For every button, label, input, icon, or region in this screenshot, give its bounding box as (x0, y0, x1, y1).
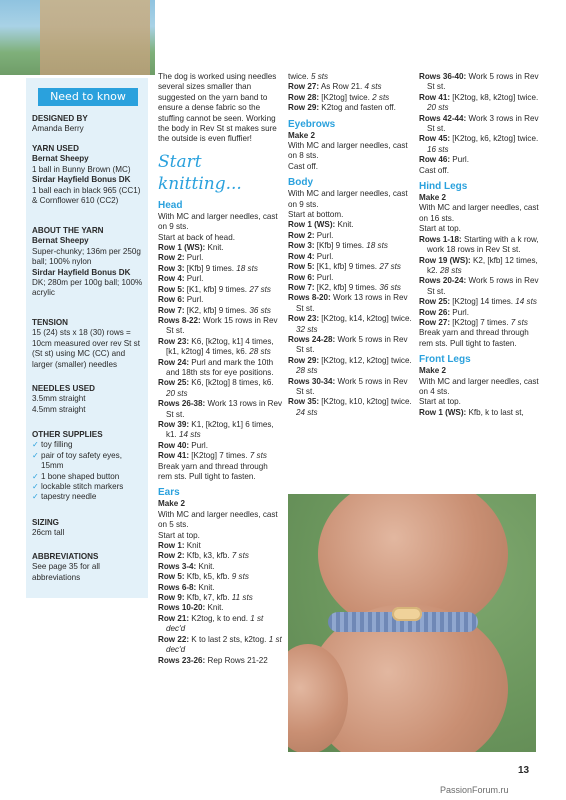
instruction-line: Start at top. (419, 397, 461, 407)
designed-by-heading: DESIGNED BY (32, 114, 88, 123)
pattern-row (288, 397, 412, 418)
needle-line: 4.5mm straight (32, 404, 86, 414)
tension-text: 15 (24) sts x 18 (30) rows = 10cm measured over rev St st (St st) using MC (CC) and larger (smaller) needles (32, 328, 140, 369)
pattern-row (419, 318, 543, 328)
pattern-row (419, 93, 543, 114)
row-text: Work 13 rows in Rev St st. (296, 293, 408, 313)
instruction-line: Start at top. (158, 530, 200, 540)
row-text: K1, [k2tog, k1] 6 times, k1. (166, 419, 274, 440)
make-count: Make 2 (158, 499, 185, 509)
row-text: Starting with a k row, work 18 rows in Rev St st. (427, 234, 539, 255)
pattern-row (288, 273, 412, 283)
row-text: [K2, kfb] 9 times. (314, 282, 380, 292)
pattern-row (419, 114, 543, 135)
column-2 (288, 72, 412, 418)
pattern-row (158, 295, 282, 305)
sizing-heading: SIZING (32, 518, 59, 527)
stitch-count: 5 sts (310, 72, 329, 81)
yarn-line: 1 ball each in black 965 (CC1) & Cornflower 610 (CC2) (32, 185, 141, 206)
sidebar-title: Need to know (38, 88, 138, 106)
row-label: Rows 8-20: (288, 293, 331, 303)
row-label: Rows 42-44: (419, 113, 467, 123)
row-text: [Kfb] 9 times. (184, 263, 237, 273)
stitch-count: 36 sts (249, 305, 271, 315)
pattern-row (288, 335, 412, 356)
pattern-row (288, 220, 412, 230)
row-label: Row 25: (419, 297, 451, 307)
make-count: Make 2 (288, 130, 315, 140)
instruction-line: With MC and larger needles, cast on 5 sts. (158, 509, 278, 530)
row-label: Row 35: (288, 397, 320, 407)
row-text: K2tog and fasten off. (319, 103, 396, 113)
instruction-line: Cast off. (419, 165, 449, 175)
head-rows (158, 243, 282, 462)
row-text: [K1, kfb] 9 times. (184, 284, 250, 294)
row-text: Work 5 rows in Rev St st. (296, 376, 408, 396)
row-text: [Kfb] 9 times. (314, 241, 367, 251)
pattern-row (419, 235, 543, 256)
body-continued-rows (419, 72, 543, 166)
stitch-count: 20 sts (427, 103, 449, 113)
row-label: Row 41: (158, 451, 190, 461)
pattern-row (288, 72, 412, 82)
row-text: Purl. (184, 253, 204, 263)
instruction-line: With MC and larger needles, cast on 8 sts. (288, 141, 408, 161)
pattern-row (158, 635, 282, 656)
pattern-row (419, 308, 543, 318)
column-1 (158, 72, 282, 666)
stitch-count: 18 sts (236, 263, 258, 273)
row-text: Work 5 rows in Rev St st. (296, 334, 408, 355)
pattern-row (158, 451, 282, 461)
row-label: Row 27: (419, 317, 451, 327)
pattern-row (288, 293, 412, 314)
row-label: Row 7: (158, 305, 185, 315)
yarn-brand: Bernat Sheepy (32, 236, 89, 246)
site-watermark: PassionForum.ru (440, 785, 509, 795)
photo-wood-patch (40, 0, 150, 75)
supply-text: tapestry needle (41, 492, 97, 502)
yarn-line: 1 ball in Bunny Brown (MC) (32, 164, 131, 174)
pattern-row (288, 103, 412, 113)
stitch-count: 28 sts (296, 366, 318, 376)
instruction-line: Start at bottom. (288, 210, 344, 220)
pattern-row (158, 656, 282, 666)
row-label: Rows 10-20: (158, 603, 206, 613)
row-label: Row 4: (288, 251, 315, 261)
row-text: Purl. (184, 295, 204, 305)
column-3 (419, 72, 543, 418)
row-label: Rows 26-38: (158, 399, 206, 409)
row-label: Row 45: (419, 134, 451, 144)
row-text: [K2tog] 14 times. (450, 297, 516, 307)
row-label: Row 3: (158, 263, 185, 273)
supply-text: lockable stitch markers (41, 482, 124, 492)
need-to-know-sidebar (26, 78, 148, 598)
supply-item (32, 472, 146, 482)
check-icon: ✓ (32, 440, 39, 450)
body-rows (288, 220, 412, 418)
check-icon: ✓ (32, 482, 39, 492)
stitch-count: 14 sts (515, 297, 537, 307)
pattern-row (288, 377, 412, 398)
pattern-row (288, 231, 412, 241)
row-label: Row 1 (WS): (158, 243, 206, 253)
row-label: Row 29: (288, 355, 320, 365)
instruction-line: With MC and larger needles, cast on 4 sts. (419, 376, 539, 396)
bone-button-icon (392, 607, 422, 621)
row-text: K2tog, k to end. (189, 613, 251, 623)
row-label: Row 21: (158, 613, 190, 623)
section-heading-front-legs: Front Legs (419, 354, 471, 366)
supply-text: pair of toy safety eyes, 15mm (41, 450, 122, 471)
row-label: Row 1: (158, 541, 185, 551)
pattern-row (288, 262, 412, 272)
row-text: [K2tog, k8, k2tog] twice. (450, 92, 539, 102)
supply-text: 1 bone shaped button (41, 471, 120, 481)
instruction-line: Start at top. (419, 224, 461, 234)
row-text: K6, [k2tog, k1] 4 times, [k1, k2tog] 4 times, k6. (166, 336, 274, 357)
row-text: Rep Rows 21-22 (205, 655, 268, 665)
pattern-row (158, 551, 282, 561)
instruction-line: Break yarn and thread through rem sts. Pull tight to fasten. (158, 461, 268, 481)
stitch-count: 4 sts (364, 82, 382, 92)
row-label: Rows 24-28: (288, 334, 336, 344)
abbreviations-text: See page 35 for all abbreviations (32, 562, 100, 582)
row-label: Row 9: (158, 593, 185, 603)
pattern-row (419, 256, 543, 277)
stitch-count: 7 sts (249, 451, 267, 461)
ears-continued-rows (288, 72, 412, 114)
row-label: Row 7: (288, 282, 315, 292)
row-text: Work 13 rows in Rev St st. (166, 399, 282, 419)
page-number: 13 (518, 765, 530, 776)
stitch-count: 28 sts (249, 347, 271, 357)
row-text: Knit. (205, 243, 224, 253)
row-text: [K2tog, k14, k2tog] twice. (319, 314, 412, 324)
stitch-count: 27 sts (249, 284, 271, 294)
row-label: Row 24: (158, 357, 190, 367)
tension-heading: TENSION (32, 318, 68, 327)
yarn-brand: Sirdar Hayfield Bonus DK (32, 267, 131, 277)
about-yarn-heading: ABOUT THE YARN (32, 226, 104, 235)
yarn-used-heading: YARN USED (32, 144, 79, 153)
row-text: K to last 2 sts, k2tog. (189, 634, 269, 644)
pattern-row (158, 264, 282, 274)
row-label: Row 5: (288, 262, 315, 272)
row-label: Rows 36-40: (419, 72, 467, 81)
row-text: [K2, kfb] 9 times. (184, 305, 250, 315)
row-text: Knit. (196, 582, 215, 592)
pattern-row (158, 614, 282, 635)
pattern-row (158, 441, 282, 451)
instruction-line: Start at back of head. (158, 232, 235, 242)
row-text: Knit. (196, 561, 215, 571)
stitch-count: 27 sts (379, 262, 401, 272)
row-text: Work 5 rows in Rev St st. (427, 72, 539, 92)
row-text: [K2tog, k6, k2tog] twice. (450, 134, 539, 144)
row-text: Work 15 rows in Rev St st. (166, 315, 278, 336)
section-heading-ears: Ears (158, 487, 180, 499)
pattern-row (158, 358, 282, 379)
row-label: Rows 1-18: (419, 234, 462, 244)
pattern-row (288, 93, 412, 103)
make-count: Make 2 (419, 193, 446, 203)
row-label: Row 29: (288, 103, 320, 113)
row-label: Row 27: (288, 82, 320, 92)
pattern-row (158, 593, 282, 603)
row-text: [K2tog, k12, k2tog] twice. (319, 355, 412, 365)
row-label: Row 6: (288, 272, 315, 282)
check-icon: ✓ (32, 471, 39, 481)
other-supplies-heading: OTHER SUPPLIES (32, 430, 103, 439)
stitch-count: 1 st dec'd (166, 613, 264, 634)
row-label: Row 39: (158, 419, 190, 429)
row-label: Row 22: (158, 634, 190, 644)
row-label: Row 41: (419, 92, 451, 102)
row-label: Row 1 (WS): (419, 407, 467, 417)
row-text: Kfb, k5, kfb. (184, 572, 232, 582)
supply-item (32, 451, 146, 472)
row-text: Knit. (205, 603, 224, 613)
supply-item (32, 482, 146, 492)
row-label: Rows 30-34: (288, 376, 336, 386)
row-text: K6, [k2tog] 8 times, k6. (189, 378, 274, 388)
row-text: Purl. (184, 274, 204, 284)
pattern-row (158, 285, 282, 295)
pattern-row (288, 82, 412, 92)
needle-line: 3.5mm straight (32, 394, 86, 404)
top-photo-strip (0, 0, 566, 75)
row-text: Work 3 rows in Rev St st. (427, 113, 539, 134)
yarn-line: DK; 280m per 100g ball; 100% acrylic (32, 278, 143, 298)
pattern-row (419, 155, 543, 165)
pattern-row (158, 583, 282, 593)
row-label: Rows 23-26: (158, 655, 206, 665)
check-icon: ✓ (32, 450, 39, 460)
section-heading-hind-legs: Hind Legs (419, 181, 468, 193)
pattern-row (158, 541, 282, 551)
row-text: [K2tog] 7 times. (450, 317, 511, 327)
row-text: Work 5 rows in Rev St st. (427, 276, 539, 296)
row-text: Kfb, k7, kfb. (184, 593, 232, 603)
pattern-row (158, 572, 282, 582)
pattern-row (288, 252, 412, 262)
ears-rows (158, 541, 282, 666)
row-text: [K2tog] twice. (319, 92, 373, 102)
row-text: Purl. (314, 251, 334, 261)
pattern-row (158, 420, 282, 441)
pattern-row (419, 134, 543, 155)
row-label: Row 28: (288, 92, 320, 102)
pattern-row (158, 243, 282, 253)
poodle-photo (288, 494, 536, 752)
supply-item (32, 492, 146, 502)
yarn-used (32, 144, 146, 206)
needles-used (32, 384, 146, 415)
stitch-count: 24 sts (296, 407, 318, 417)
row-label: Row 23: (158, 336, 190, 346)
row-text: Purl and mark the 10th and 18th sts for eye positions. (166, 357, 274, 377)
pattern-row (158, 306, 282, 316)
pattern-row (288, 241, 412, 251)
row-label: Rows 6-8: (158, 582, 197, 592)
pattern-row (158, 562, 282, 572)
instruction-line: With MC and larger needles, cast on 9 sts. (288, 189, 408, 209)
stitch-count: 18 sts (366, 241, 388, 251)
row-label: Row 40: (158, 440, 190, 450)
row-label: Rows 20-24: (419, 276, 467, 286)
pattern-row (419, 408, 543, 418)
instruction-line: Cast off. (288, 161, 318, 171)
row-text: Kfb, k to last st, (466, 407, 524, 417)
about-the-yarn (32, 226, 146, 299)
stitch-count: 28 sts (440, 265, 462, 275)
intro-text: The dog is worked using needles several sizes smaller than suggested on the yarn band to ensure a dense fabric so the stuffing cannot be seen. Working the body in Rev St st makes sure the outside is even fluffier! (158, 72, 277, 144)
row-label: Row 2: (158, 253, 185, 263)
stitch-count: 7 sts (510, 317, 528, 327)
stitch-count: 1 st dec'd (166, 634, 282, 655)
pattern-row (158, 316, 282, 337)
make-count: Make 2 (419, 366, 446, 376)
pattern-row (419, 276, 543, 297)
row-label: Rows 8-22: (158, 315, 201, 325)
section-heading-body: Body (288, 177, 313, 189)
row-label: Row 4: (158, 274, 185, 284)
stitch-count: 32 sts (296, 324, 318, 334)
row-text: [K2tog] 7 times. (189, 451, 250, 461)
row-label: Row 5: (158, 572, 185, 582)
pattern-row (158, 378, 282, 399)
pattern-row (419, 72, 543, 93)
pattern-row (158, 337, 282, 358)
row-label: Row 1 (WS): (288, 220, 336, 230)
instruction-line: Break yarn and thread through rem sts. Pull tight to fasten. (419, 328, 529, 348)
row-text: Knit (184, 541, 201, 551)
yarn-brand: Bernat Sheepy (32, 154, 89, 164)
section-heading-head: Head (158, 199, 183, 211)
row-label: Row 46: (419, 155, 451, 165)
stitch-count: 7 sts (231, 551, 249, 561)
needles-heading: NEEDLES USED (32, 384, 95, 393)
sizing (32, 518, 146, 539)
row-label: Row 19 (WS): (419, 255, 471, 265)
row-text: Kfb, k3, kfb. (184, 551, 232, 561)
pattern-row (158, 399, 282, 420)
row-text: Purl. (450, 155, 469, 165)
designed-by-text: Amanda Berry (32, 124, 84, 134)
tension (32, 318, 146, 370)
pattern-row (288, 314, 412, 335)
stitch-count: 36 sts (379, 282, 401, 292)
pattern-row (419, 297, 543, 307)
pattern-row (288, 283, 412, 293)
stitch-count: 11 sts (231, 593, 253, 603)
row-label: Row 2: (288, 230, 315, 240)
row-text: As Row 21. (319, 82, 365, 92)
hind-legs-rows (419, 235, 543, 329)
section-heading-eyebrows: Eyebrows (288, 118, 336, 130)
pattern-row (158, 603, 282, 613)
row-text: [K1, kfb] 9 times. (314, 262, 380, 272)
stitch-count: 2 sts (372, 92, 390, 102)
supply-text: toy filling (41, 440, 73, 450)
instruction-line: With MC and larger needles, cast on 16 sts. (419, 203, 539, 223)
row-label: Row 5: (158, 284, 185, 294)
stitch-count: 16 sts (427, 144, 449, 154)
top-white-area (155, 0, 566, 75)
other-supplies (32, 430, 146, 503)
front-legs-rows (419, 408, 543, 418)
pattern-row (288, 356, 412, 377)
row-text: twice. (288, 72, 311, 81)
row-text: [K2tog, k10, k2tog] twice. (319, 397, 412, 407)
row-text: Purl. (189, 440, 208, 450)
check-icon: ✓ (32, 492, 39, 502)
row-label: Row 6: (158, 295, 185, 305)
designed-by (32, 114, 146, 135)
row-label: Row 25: (158, 378, 190, 388)
abbreviations (32, 552, 146, 583)
sizing-text: 26cm tall (32, 528, 65, 538)
stitch-count: 14 sts (179, 430, 201, 440)
row-label: Row 26: (419, 307, 451, 317)
yarn-brand: Sirdar Hayfield Bonus DK (32, 175, 131, 185)
pattern-row (158, 253, 282, 263)
start-knitting-heading: Start knitting... (158, 151, 242, 194)
stitch-count: 9 sts (231, 572, 249, 582)
row-label: Row 2: (158, 551, 185, 561)
row-text: Knit. (335, 220, 354, 230)
stitch-count: 20 sts (166, 388, 188, 398)
row-label: Rows 3-4: (158, 561, 197, 571)
row-text: Purl. (314, 272, 334, 282)
pattern-row (158, 274, 282, 284)
instruction-line: With MC and larger needles, cast on 9 sts. (158, 211, 278, 232)
row-text: Purl. (314, 230, 334, 240)
row-label: Row 23: (288, 314, 320, 324)
yarn-line: Super-chunky; 136m per 250g ball; 100% nylon (32, 246, 141, 267)
abbreviations-heading: ABBREVIATIONS (32, 552, 99, 561)
row-text: K2, [kfb] 12 times, k2. (427, 255, 538, 275)
supply-item (32, 440, 146, 450)
row-text: Purl. (450, 307, 469, 317)
row-label: Row 3: (288, 241, 315, 251)
